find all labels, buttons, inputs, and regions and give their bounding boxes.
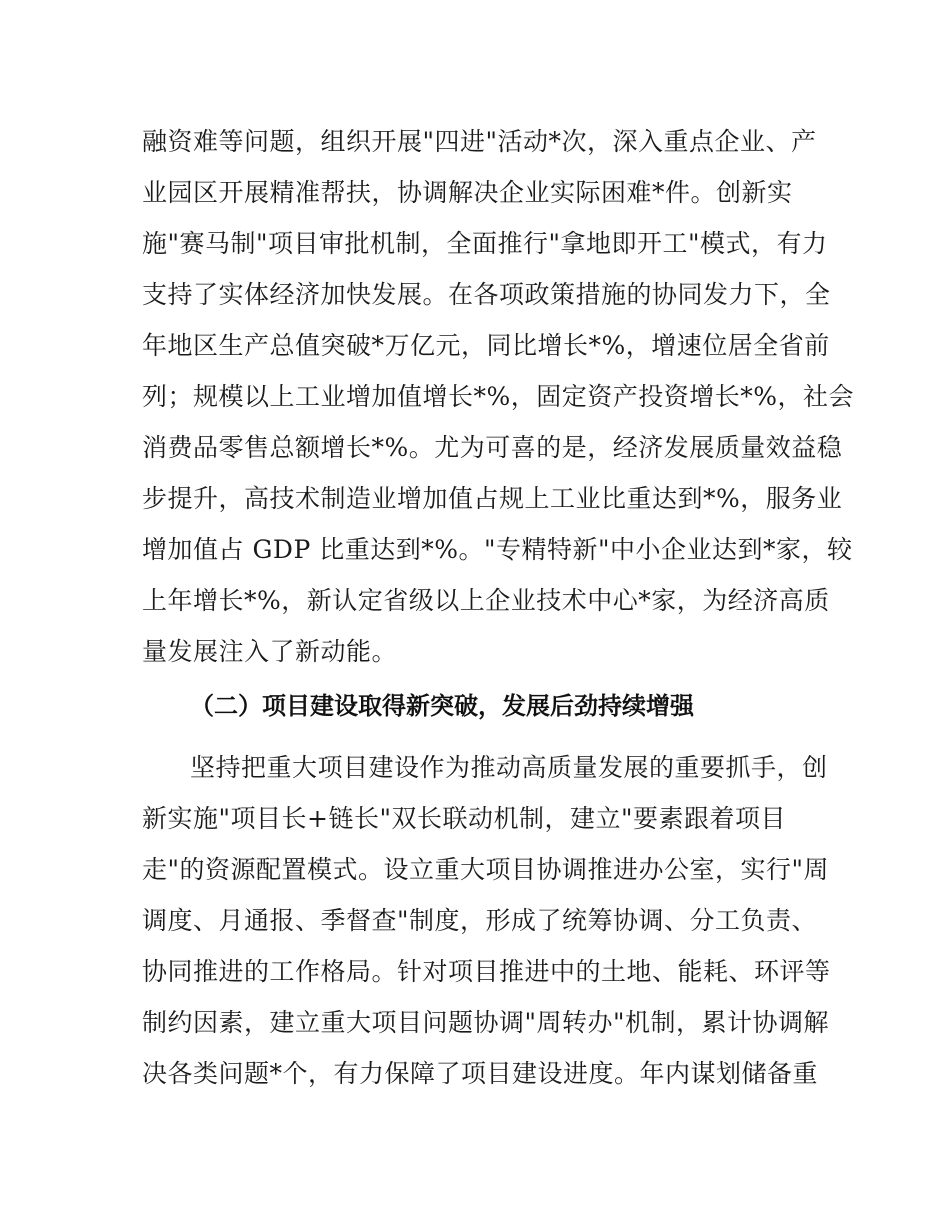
- text-line: 调度、月通报、季督查"制度，形成了统筹协调、分工负责、: [142, 906, 818, 935]
- text-line: 走"的资源配置模式。设立重大项目协调推进办公室，实行"周: [142, 855, 830, 884]
- text-line: 步提升，高技术制造业增加值占规上工业比重达到*%，服务业: [142, 484, 843, 513]
- text-line: 协同推进的工作格局。针对项目推进中的土地、能耗、环评等: [142, 957, 831, 986]
- text-line: 施"赛马制"项目审批机制，全面推行"拿地即开工"模式，有力: [142, 229, 828, 258]
- text-line: 增加值占 GDP 比重达到*%。"专精特新"中小企业达到*家，较: [142, 535, 853, 564]
- text-line: 融资难等问题，组织开展"四进"活动*次，深入重点企业、产: [142, 127, 817, 156]
- text-line: 新实施"项目长+链长"双长联动机制，建立"要素跟着项目: [142, 804, 786, 833]
- text-line: 年地区生产总值突破*万亿元，同比增长*%，增速位居全省前: [142, 331, 830, 360]
- text-line: 制约因素，建立重大项目问题协调"周转办"机制，累计协调解: [142, 1008, 830, 1037]
- text-line: 决各类问题*个，有力保障了项目建设进度。年内谋划储备重: [142, 1059, 819, 1088]
- text-line: 上年增长*%，新认定省级以上企业技术中心*家，为经济高质: [142, 586, 830, 615]
- text-line: 坚持把重大项目建设作为推动高质量发展的重要抓手，创: [190, 753, 828, 782]
- text-line: 业园区开展精准帮扶，协调解决企业实际困难*件。创新实: [142, 178, 793, 207]
- text-line: 消费品零售总额增长*%。尤为可喜的是，经济发展质量效益稳: [142, 433, 843, 462]
- section-heading: （二）项目建设取得新突破，发展后劲持续增强: [190, 692, 694, 720]
- text-line: 支持了实体经济加快发展。在各项政策措施的协同发力下，全: [142, 280, 831, 309]
- text-line: 列；规模以上工业增加值增长*%，固定资产投资增长*%，社会: [142, 382, 855, 411]
- text-line: 量发展注入了新动能。: [142, 637, 398, 666]
